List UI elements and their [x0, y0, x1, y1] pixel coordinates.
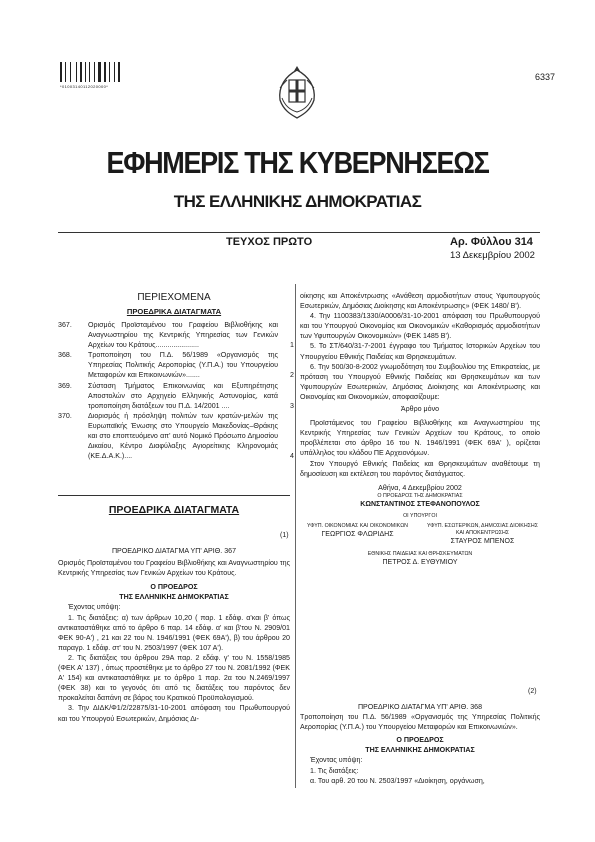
signature-block — [300, 523, 415, 547]
barcode-bar — [85, 62, 86, 82]
issue-type: ΤΕΥΧΟΣ ΠΡΩΤΟ — [226, 236, 313, 248]
barcode-bar — [111, 62, 113, 82]
header-rule-top — [58, 232, 540, 233]
section-rule — [58, 495, 290, 496]
signature-name: ΓΕΩΡΓΙΟΣ ΦΛΩΡΙΔΗΣ — [321, 530, 394, 538]
barcode — [60, 62, 122, 82]
toc-item[interactable] — [58, 350, 294, 380]
barcode-bar — [98, 62, 101, 82]
barcode-bar — [70, 62, 71, 82]
toc — [58, 291, 294, 461]
coat-of-arms-icon — [272, 62, 322, 122]
decree-367 — [58, 546, 290, 724]
decree-number: ΠΡΟΕΔΡΙΚΟ ΔΙΑΤΑΓΜΑ ΥΠ' ΑΡΙΘ. 368 — [357, 703, 483, 711]
article-heading: Άρθρο μόνο — [400, 405, 440, 414]
paragraph: 5. Το ΣΤ/640/31-7-2001 έγγραφο του Τμήματος Ιστορικών Αρχείων του Υπουργείου Εθνικής Παιδείας και Θρησκευμάτων. — [300, 342, 540, 361]
paragraph: 1. Τις διατάξεις: α) των άρθρων 10,20 ( παρ. 1 εδάφ. α'και β' όπως αντικαταστάθηκε από το άρθρο 6 παρ. 14 εδάφ. α' και β'του Ν. 2909/01 ΦΕΚ 90-Α') , 21 και 22 του Ν. 1946/1991 (ΦΕΚ 69Α'), β) του άρθρου 20 παραγρ. 1 εδάφ. στ' του Ν. 2503/1997 (ΦΕΚ 107 Α'). — [58, 613, 290, 652]
gazette-subtitle: ΤΗΣ ΕΛΛΗΝΙΚΗΣ ΔΗΜΟΚΡΑΤΙΑΣ — [173, 192, 422, 211]
signature-block — [425, 523, 540, 547]
paragraph: 2. Τις διατάξεις του άρθρου 29Α παρ. 2 εδάφ. γ' του Ν. 1558/1985 (ΦΕΚ Α' 137) , όπως προστέθηκε με το άρθρο 27 του Ν. 2081/1992 (ΦΕΚ Α' 154) και αντικαταστάθηκε με το άρθρο 1 παρ. 2α του Ν.2469/1997 (ΦΕΚ 38) και το γεγονός ότι από τις διατάξεις του παρόντος δεν προκαλείται δαπάνη σε βάρος του Κρατικού Προϋπολογισμού. — [58, 653, 290, 703]
sheet-number: Αρ. Φύλλου 314 — [450, 236, 533, 248]
decree-marker: (2) — [528, 688, 537, 695]
signature-title: ΥΦΥΠ. ΕΣΩΤΕΡΙΚΩΝ, ΔΗΜΟΣΙΑΣ ΔΙΟΙΚΗΣΗΣ ΚΑΙ ΑΠΟΚΕΝΤΡΩΣΗΣ — [426, 522, 539, 536]
decree-number: ΠΡΟΕΔΡΙΚΟ ΔΙΑΤΑΓΜΑ ΥΠ' ΑΡΙΘ. 367 — [111, 547, 237, 555]
closing-text: Στον Υπουργό Εθνικής Παιδείας και Θρησκευμάτων αναθέτουμε τη δημοσίευση και εκτέλεση του παρόντος διατάγματος. — [300, 459, 540, 478]
paragraph: 4. Την 1100383/1330/Α0006/31-10-2001 απόφαση του Πρωθυπουργού και του Υπουργού Οικονομίας και Οικονομικών «Καθορισμός αρμοδιοτήτων των Υφυπουργών Οικονομικών» (ΦΕΚ 1485 Β'). — [300, 312, 540, 341]
paragraph: οίκησης και Αποκέντρωσης «Ανάθεση αρμοδιοτήτων στους Υφυπουργούς Εσωτερικών, Δημόσιας Διοίκησης και Αποκέντρωσης» (ΦΕΚ 1480/ Β'). — [300, 292, 540, 311]
barcode-bar — [121, 62, 122, 82]
toc-item-text: Σύσταση Τμήματος Επικοινωνίας και Εξυπηρέτησης Αποστολών στο Αρχηγείο Ελληνικής Αστυνομίας, κατά τροποποίηση διατάξεων του Π.Δ. 14/2001 .... — [88, 381, 278, 410]
barcode-bar — [87, 62, 88, 82]
article-text: Προϊστάμενος του Γραφείου Βιβλιοθήκης και Αναγνωστηρίου της Κεντρικής Υπηρεσίας των Γενικών Αρχείων του Κράτους, το οποίο προβλέπεται στο άρθρο 16 του Ν. 1946/1991 (ΦΕΚ 69Α' ), ορίζεται υπάλληλος του κλάδου ΠΕ Αρχειονόμων. — [300, 419, 540, 458]
decree-368 — [300, 702, 540, 786]
ministers-heading: ΟΙ ΥΠΟΥΡΓΟΙ — [403, 512, 437, 519]
signature-name: ΣΤΑΥΡΟΣ ΜΠΕΝΟΣ — [450, 537, 515, 545]
signatures-row — [300, 523, 540, 547]
toc-item-text: Διορισμός ή πρόσληψη πολιτών των κρατών-μελών της Ευρωπαϊκής Ένωσης στο Υπουργείο Μακεδονίας–Θράκης και στο εποπτευόμενο απ' αυτό Νομικό Πρόσωπο Δημοσίου Δικαίου, Κέντρο Διαφύλαξης Αγιορείτικης Κληρονομιάς (ΚΕ.Δ.Α.Κ.).... — [88, 411, 278, 461]
toc-item-page: 2 — [290, 371, 294, 380]
barcode-bar — [83, 62, 84, 82]
toc-item-number: 369. — [58, 381, 72, 390]
barcode-number: *01003140112020000* — [60, 84, 109, 89]
barcode-bar — [65, 62, 66, 82]
president-heading: Ο ΠΡΟΕΔΡΟΣ — [396, 736, 444, 745]
president-name: ΚΩΝΣΤΑΝΤΙΝΟΣ ΣΤΕΦΑΝΟΠΟΥΛΟΣ — [360, 500, 480, 508]
toc-item-page: 1 — [290, 341, 294, 350]
toc-subheading: ΠΡΟΕΔΡΙΚΑ ΔΙΑΤΑΓΜΑΤΑ — [126, 307, 222, 316]
president-heading: Ο ΠΡΟΕΔΡΟΣ — [150, 583, 198, 592]
decree-subject: Ορισμός Προϊσταμένου του Γραφείου Βιβλιοθήκης και Αναγνωστηρίου της Κεντρικής Υπηρεσίας των Γενικών Αρχείων του Κράτους. — [58, 559, 290, 578]
president-heading: ΤΗΣ ΕΛΛΗΝΙΚΗΣ ΔΗΜΟΚΡΑΤΙΑΣ — [119, 593, 229, 602]
paragraph: α. Του αρθ. 20 του Ν. 2503/1997 «Διοίκηση, οργάνωση, — [310, 776, 485, 785]
having-regard: Έχοντας υπόψη: — [310, 756, 363, 765]
barcode-bar — [80, 62, 82, 82]
toc-heading: ΠΕΡΙΕΧΟΜΕΝΑ — [137, 292, 211, 303]
barcode-bar — [96, 62, 97, 82]
barcode-bar — [118, 62, 120, 82]
issue-date: 13 Δεκεμβρίου 2002 — [450, 250, 535, 261]
toc-item[interactable] — [58, 411, 294, 461]
president-title: Ο ΠΡΟΕΔΡΟΣ ΤΗΣ ΔΗΜΟΚΡΑΤΙΑΣ — [377, 492, 463, 499]
barcode-bar — [91, 62, 93, 82]
toc-item-page: 3 — [290, 401, 294, 410]
barcode-bar — [63, 62, 64, 82]
toc-item-text: Τροποποίηση του Π.Δ. 56/1989 «Οργανισμός της Υπηρεσίας Πολιτικής Αεροπορίας (Υ.Π.Α.) του Υπουργείου Μεταφορών και Επικοινωνιών»....... — [88, 351, 278, 380]
page-number: 6337 — [534, 72, 555, 82]
barcode-bar — [76, 62, 77, 82]
barcode-bar — [102, 62, 103, 82]
decrees-section-heading: ΠΡΟΕΔΡΙΚΑ ΔΙΑΤΑΓΜΑΤΑ — [108, 504, 240, 516]
signature-name: ΠΕΤΡΟΣ Δ. ΕΥΘΥΜΙΟΥ — [382, 558, 458, 566]
barcode-bar — [114, 62, 115, 82]
decree-367-continued — [300, 291, 540, 568]
president-heading: ΤΗΣ ΕΛΛΗΝΙΚΗΣ ΔΗΜΟΚΡΑΤΙΑΣ — [365, 746, 475, 755]
barcode-bar — [104, 62, 106, 82]
toc-item-number: 368. — [58, 351, 72, 360]
paragraph: 3. Την ΔΙΔΚ/Φ1/2/22875/31-10-2001 απόφαση του Πρωθυπουργού και του Υπουργού Εσωτερικών, Δημόσιας Δι- — [58, 704, 290, 723]
place-date: Αθήνα, 4 Δεκεμβρίου 2002 — [378, 483, 462, 492]
having-regard: Έχοντας υπόψη: — [68, 603, 121, 612]
toc-item-page: 4 — [290, 452, 294, 461]
barcode-bar — [116, 62, 117, 82]
barcode-bar — [89, 62, 91, 82]
toc-item-number: 370. — [58, 411, 72, 420]
barcode-bar — [60, 62, 62, 82]
toc-item[interactable] — [58, 320, 294, 350]
gazette-title: ΕΦΗΜΕΡΙΣ ΤΗΣ ΚΥΒΕΡΝΗΣΕΩΣ — [106, 146, 489, 180]
barcode-bar — [107, 62, 108, 82]
barcode-bar — [78, 62, 79, 82]
paragraph: 1. Τις διατάξεις: — [310, 766, 359, 775]
column-divider — [295, 284, 296, 788]
barcode-bar — [72, 62, 75, 82]
toc-item-number: 367. — [58, 321, 72, 329]
barcode-bar — [67, 62, 69, 82]
barcode-bar — [94, 62, 95, 82]
signature-title: ΥΦΥΠ. ΟΙΚΟΝΟΜΙΑΣ ΚΑΙ ΟΙΚΟΝΟΜΙΚΩΝ — [306, 522, 409, 529]
signature-title: ΕΘΝΙΚΗΣ ΠΑΙΔΕΙΑΣ ΚΑΙ ΘΡΗΣΚΕΥΜΑΤΩΝ — [367, 550, 473, 557]
toc-item-text: Ορισμός Προϊσταμένου του Γραφείου Βιβλιοθήκης και Αναγνωστηρίου της Κεντρικής Υπηρεσίας των Γενικών Αρχείων του Κράτους...................... — [88, 321, 278, 350]
toc-item[interactable] — [58, 381, 294, 411]
decree-marker: (1) — [280, 532, 289, 539]
barcode-bar — [109, 62, 110, 82]
paragraph: 6. Την 500/30-8-2002 γνωμοδότηση του Συμβουλίου της Επικρατείας, με πρόταση του Υπουργού Εθνικής Παιδείας και Θρησκευμάτων και των Υφυπουργών Εσωτερικών, Δημόσιας Διοίκησης και Αποκέντρωσης και Οικονομίας και Οικονομικών, αποφασίζουμε: — [300, 362, 540, 401]
decree-subject: Τροποποίηση του Π.Δ. 56/1989 «Οργανισμός της Υπηρεσίας Πολιτικής Αεροπορίας (Υ.Π.Α.) του Υπουργείου Μεταφορών και Επικοινωνιών». — [300, 713, 540, 732]
